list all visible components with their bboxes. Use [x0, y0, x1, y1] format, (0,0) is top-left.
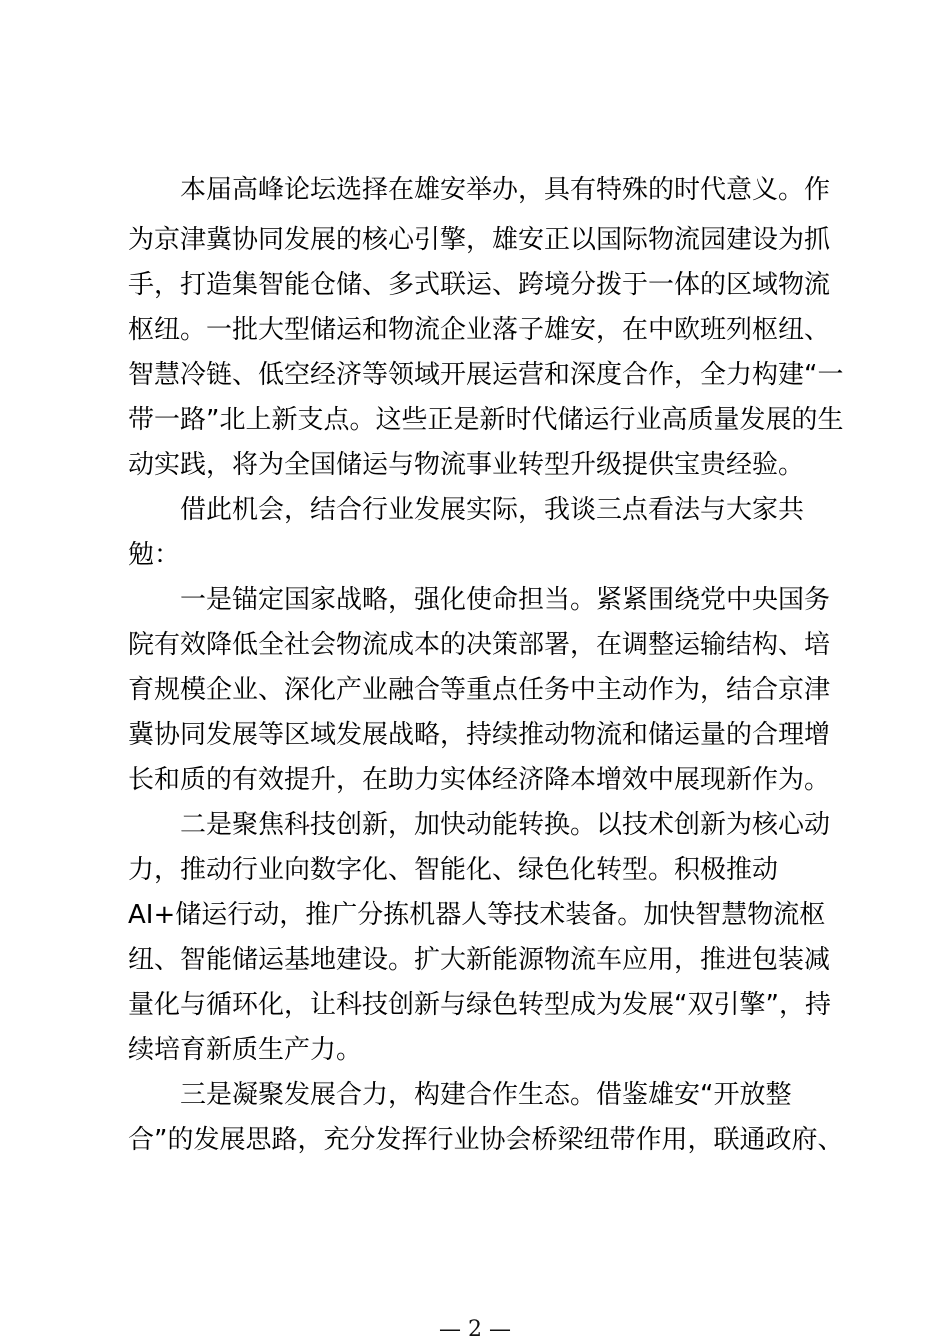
text-line-14: 长和质的有效提升，在助力实体经济降本增效中展现新作为。 — [128, 765, 831, 795]
text-line-22: 合”的发展思路，充分发挥行业协会桥梁纽带作用，联通政府、 — [128, 1125, 844, 1155]
text-line-8: 借此机会，结合行业发展实际，我谈三点看法与大家共 — [180, 495, 805, 525]
text-line-21: 三是凝聚发展合力，构建合作生态。借鉴雄安“开放整 — [180, 1080, 792, 1110]
text-line-2: 为京津冀协同发展的核心引擎，雄安正以国际物流园建设为抓 — [128, 225, 831, 255]
text-line-5: 智慧冷链、低空经济等领域开展运营和深度合作，全力构建“一 — [128, 360, 844, 390]
text-line-13: 冀协同发展等区域发展战略，持续推动物流和储运量的合理增 — [128, 720, 831, 750]
text-line-17: AI+储运行动，推广分拣机器人等技术装备。加快智慧物流枢 — [128, 900, 826, 930]
text-line-11: 院有效降低全社会物流成本的决策部署，在调整运输结构、培 — [128, 630, 831, 660]
text-line-3: 手，打造集智能仓储、多式联运、跨境分拨于一体的区域物流 — [128, 270, 831, 300]
text-line-7: 动实践，将为全国储运与物流事业转型升级提供宝贵经验。 — [128, 450, 805, 480]
text-line-19: 量化与循环化，让科技创新与绿色转型成为发展“双引擎”，持 — [128, 990, 831, 1020]
text-line-4: 枢纽。一批大型储运和物流企业落子雄安，在中欧班列枢纽、 — [128, 315, 831, 345]
text-line-16: 力，推动行业向数字化、智能化、绿色化转型。积极推动 — [128, 855, 779, 885]
text-line-9: 勉： — [128, 540, 181, 570]
text-line-15: 二是聚焦科技创新，加快动能转换。以技术创新为核心动 — [180, 810, 831, 840]
text-line-20: 续培育新质生产力。 — [128, 1035, 363, 1065]
text-line-6: 带一路”北上新支点。这些正是新时代储运行业高质量发展的生 — [128, 405, 844, 435]
text-line-1: 本届高峰论坛选择在雄安举办，具有特殊的时代意义。作 — [180, 175, 831, 205]
text-line-12: 育规模企业、深化产业融合等重点任务中主动作为，结合京津 — [128, 675, 831, 705]
page-number: — 2 — — [439, 1317, 511, 1342]
text-line-10: 一是锚定国家战略，强化使命担当。紧紧围绕党中央国务 — [180, 585, 831, 615]
text-line-18: 纽、智能储运基地建设。扩大新能源物流车应用，推进包装减 — [128, 945, 831, 975]
